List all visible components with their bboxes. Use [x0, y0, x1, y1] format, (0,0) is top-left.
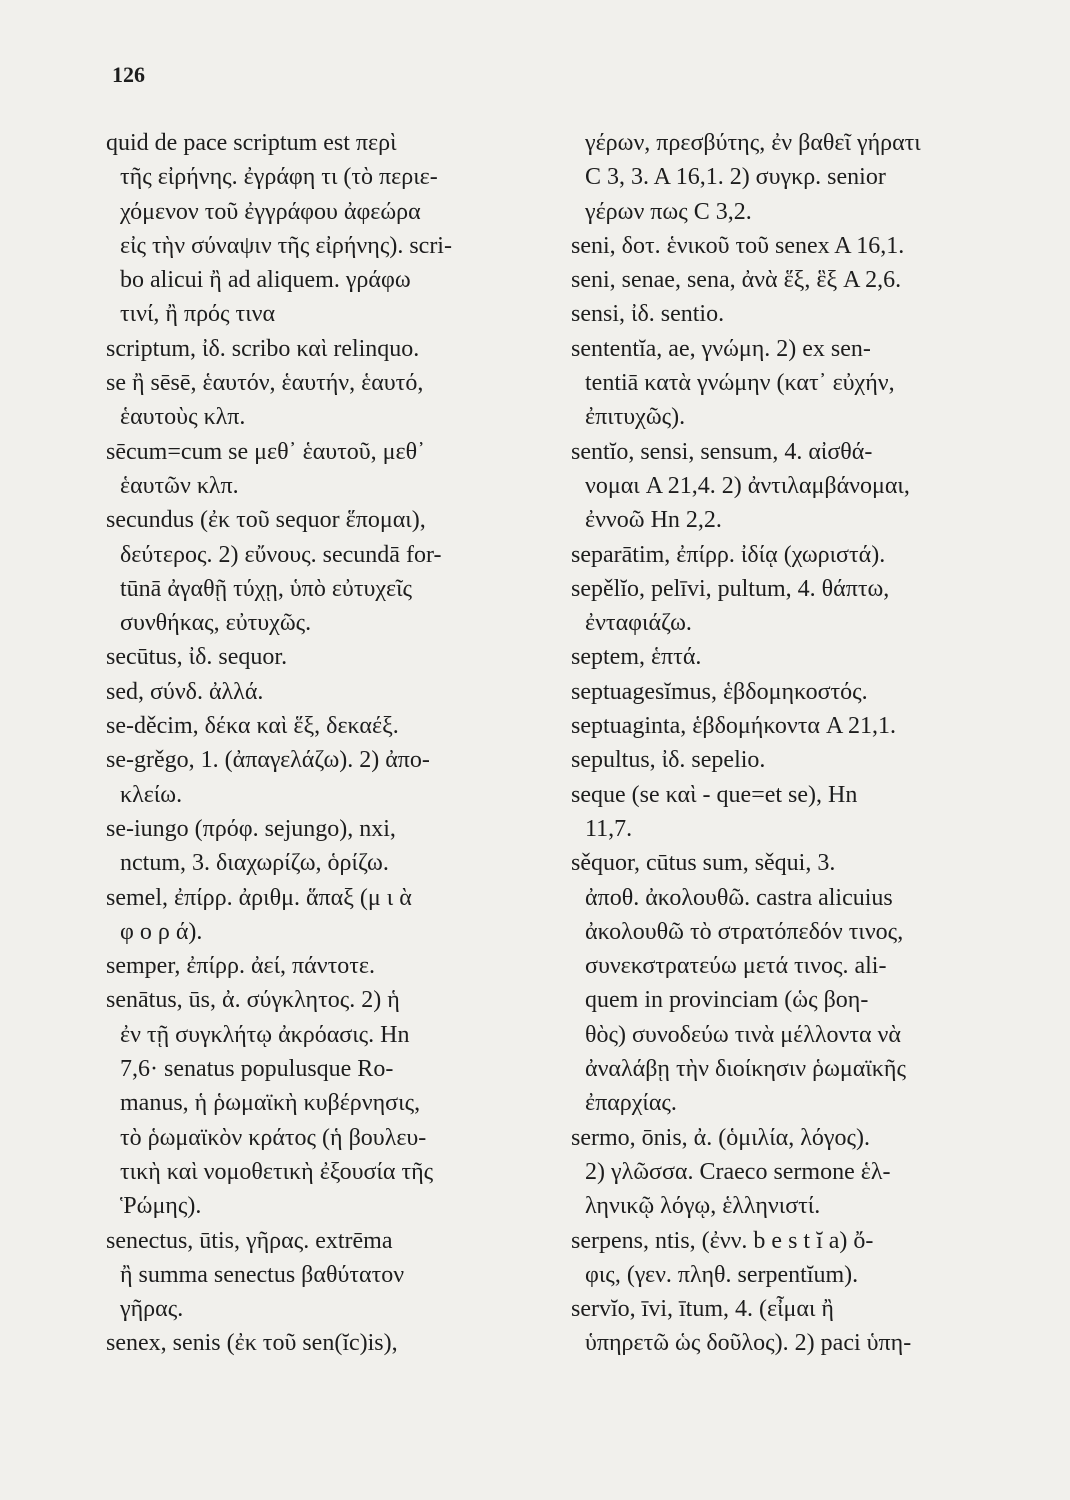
dictionary-line: septuaginta, ἑβδομήκοντα A 21,1. [571, 713, 896, 740]
dictionary-line: senātus, ūs, ἀ. σύγκλητος. 2) ἡ [106, 987, 400, 1014]
dictionary-line: εἰς τὴν σύναψιν τῆς εἰρήνης). scri- [120, 232, 452, 259]
dictionary-line: seque (se καὶ - que=et se), Hn [571, 781, 858, 808]
dictionary-line: κλείω. [120, 781, 183, 808]
dictionary-line: sententĭa, ae, γνώμη. 2) ex sen- [571, 335, 871, 362]
dictionary-line: quid de pace scriptum est περὶ [106, 130, 397, 156]
dictionary-line: sentĭo, sensi, sensum, 4. αἰσθά- [571, 438, 873, 465]
dictionary-line: secūtus, ἰδ. sequor. [106, 644, 288, 671]
dictionary-line: ἐπιτυχῶς). [585, 404, 686, 431]
dictionary-line: τινί, ἢ πρός τινα [120, 301, 276, 328]
dictionary-line: ἢ summa senectus βαθύτατον [120, 1261, 405, 1288]
dictionary-line: Ῥώμης). [120, 1193, 202, 1220]
dictionary-line: ἐννοῶ Hn 2,2. [585, 507, 722, 534]
dictionary-line: sēcum=cum se μεθ᾽ ἑαυτοῦ, μεθ᾽ [106, 438, 426, 465]
dictionary-line: 2) γλῶσσα. Craeco sermone ἑλ- [585, 1158, 891, 1185]
dictionary-line: bo alicui ἢ ad aliquem. γράφω [120, 267, 411, 294]
dictionary-line: δεύτερος. 2) εὔνους. secundā for- [120, 541, 442, 568]
dictionary-line: semel, ἐπίρρ. ἀριθμ. ἅπαξ (μ ι ὰ [106, 884, 412, 911]
dictionary-line: secundus (ἐκ τοῦ sequor ἕπομαι), [106, 507, 426, 534]
dictionary-line: ἀποθ. ἀκολουθῶ. castra alicuius [585, 884, 893, 911]
dictionary-line: sermo, ōnis, ἀ. (ὁμιλία, λόγος). [571, 1124, 870, 1151]
right-column [571, 126, 1003, 1361]
dictionary-line: serpens, ntis, (ἐνν. b e s t ĭ a) ὄ- [571, 1227, 874, 1254]
dictionary-line: νομαι A 21,4. 2) ἀντιλαμβάνομαι, [585, 472, 910, 499]
dictionary-line: se-iungo (πρόφ. sejungo), nxi, [106, 815, 396, 842]
dictionary-line: ἑαυτῶν κλπ. [120, 472, 239, 499]
dictionary-line: sepultus, ἰδ. sepelio. [571, 747, 766, 774]
dictionary-line: φις, (γεν. πληθ. serpentĭum). [585, 1261, 859, 1288]
dictionary-line: se ἢ sēsē, ἑαυτόν, ἑαυτήν, ἑαυτό, [106, 370, 424, 397]
dictionary-line: ἑαυτοὺς κλπ. [120, 404, 246, 431]
dictionary-line: συνεκστρατεύω μετά τινος. ali- [585, 953, 887, 980]
dictionary-line: semper, ἐπίρρ. ἀεί, πάντοτε. [106, 953, 375, 980]
dictionary-line: γέρων, πρεσβύτης, ἐν βαθεῖ γήρατι [585, 130, 921, 156]
dictionary-line: septem, ἑπτά. [571, 644, 702, 671]
dictionary-line: ληνικῷ λόγῳ, ἑλληνιστί. [585, 1193, 821, 1220]
dictionary-line: θὸς) συνοδεύω τινὰ μέλλοντα νὰ [585, 1021, 901, 1048]
dictionary-line: servĭo, īvi, ītum, 4. (εἶμαι ἢ [571, 1296, 834, 1323]
dictionary-line: quem in provinciam (ὡς βοη- [585, 987, 869, 1014]
dictionary-line: sepělĭo, pelīvi, pultum, 4. θάπτω, [571, 575, 890, 602]
dictionary-line: τῆς εἰρήνης. ἐγράφη τι (τὸ περιε- [120, 164, 438, 191]
dictionary-line: septuagesĭmus, ἑβδομηκοστός. [571, 678, 868, 705]
dictionary-line: ἐνταφιάζω. [585, 610, 692, 637]
dictionary-line: seni, senae, sena, ἀνὰ ἕξ, ἓξ A 2,6. [571, 267, 902, 294]
dictionary-line: nctum, 3. διαχωρίζω, ὁρίζω. [120, 850, 389, 877]
dictionary-line: φ ο ρ ά). [120, 918, 203, 945]
dictionary-line: 11,7. [585, 815, 633, 842]
dictionary-line: se-grěgo, 1. (ἀπαγελάζω). 2) ἀπο- [106, 747, 430, 774]
dictionary-line: sensi, ἰδ. sentio. [571, 301, 725, 328]
dictionary-line: γέρων πως C 3,2. [585, 198, 752, 225]
dictionary-line: tūnā ἀγαθῇ τύχῃ, ὑπὸ εὐτυχεῖς [120, 575, 413, 602]
dictionary-line: ὑπηρετῶ ὡς δοῦλος). 2) paci ὑπη- [585, 1330, 912, 1357]
dictionary-line: sed, σύνδ. ἀλλά. [106, 678, 264, 705]
dictionary-line: tentiā κατὰ γνώμην (κατ᾽ εὐχήν, [585, 370, 895, 397]
dictionary-line: γῆρας. [120, 1296, 184, 1323]
dictionary-line: ἐπαρχίας. [585, 1090, 677, 1117]
dictionary-line: senectus, ūtis, γῆρας. extrēma [106, 1227, 393, 1254]
dictionary-line: τὸ ῥωμαϊκὸν κράτος (ἡ βουλευ- [120, 1124, 427, 1151]
page-number: 126 [112, 62, 145, 87]
dictionary-line: συνθήκας, εὐτυχῶς. [120, 610, 312, 637]
left-column [106, 126, 538, 1361]
dictionary-line: se-děcim, δέκα καὶ ἕξ, δεκαέξ. [106, 713, 399, 740]
dictionary-line: χόμενον τοῦ ἐγγράφου ἀφεώρα [120, 198, 421, 225]
dictionary-line: senex, senis (ἐκ τοῦ sen(ĭc)is), [106, 1330, 398, 1357]
dictionary-line: scriptum, ἰδ. scribo καὶ relinquo. [106, 335, 420, 362]
dictionary-line: sěquor, cūtus sum, sěqui, 3. [571, 850, 836, 877]
dictionary-line: separātim, ἐπίρρ. ἰδίᾳ (χωριστά). [571, 541, 886, 568]
dictionary-line: manus, ἡ ῥωμαϊκὴ κυβέρνησις, [120, 1090, 421, 1117]
dictionary-line: ἀναλάβῃ τὴν διοίκησιν ῥωμαϊκῆς [585, 1056, 906, 1083]
dictionary-line: ἐν τῇ συγκλήτῳ ἀκρόασις. Hn [120, 1021, 410, 1048]
dictionary-line: 7,6· senatus populusque Ro- [120, 1056, 394, 1083]
dictionary-line: C 3, 3. A 16,1. 2) συγκρ. senior [585, 164, 886, 191]
dictionary-line: ἀκολουθῶ τὸ στρατόπεδόν τινος, [585, 918, 904, 945]
dictionary-line: τικὴ καὶ νομοθετικὴ ἐξουσία τῆς [120, 1158, 434, 1185]
dictionary-line: seni, δοτ. ἑνικοῦ τοῦ senex A 16,1. [571, 232, 905, 259]
